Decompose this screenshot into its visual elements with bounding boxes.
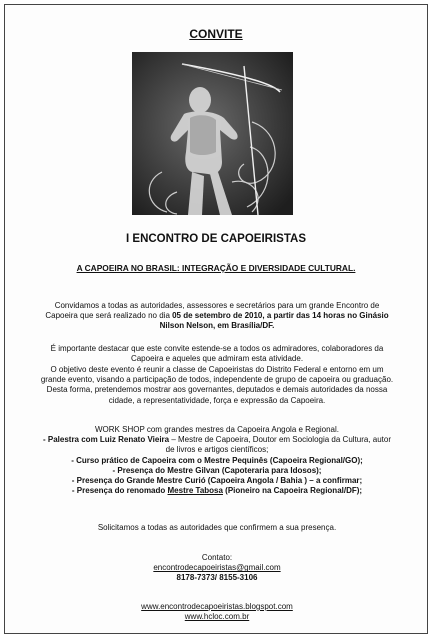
closing-text: Solicitamos a todas as autoridades que confirmem a sua presença. [97,523,337,532]
invitation-page [4,4,428,634]
page-title [5,27,427,41]
paragraph-line: O objetivo deste evento é reunir a classe de Capoeiristas do Distrito Federal e entorno em um [50,365,384,374]
contact-label: Contato: [201,553,233,562]
contact-phones: 8178-7373/ 8155-3106 [176,573,258,583]
workshop-item: - Presença do Mestre Gilvan (Capoteraria para Idosos); [112,465,322,475]
workshop-intro: WORK SHOP com grandes mestres da Capoeira Angola e Regional. [95,425,339,434]
closing-paragraph [19,523,415,533]
contact-section [19,553,415,584]
event-title: I ENCONTRO DE CAPOEIRISTAS [126,233,306,245]
lecture-speaker: - Palestra com Luiz Renato Vieira [42,435,170,445]
paragraph-line: Desta forma, pretendemos mostrar aos governantes, deputados e demais autoridades da nossa [46,385,388,395]
workshop-item: - Presença do Grande Mestre Curió (Capoeira Angola / Bahia ) – a confirmar; [71,476,363,486]
workshop-item-text: (Pioneiro na Capoeira Regional/DF); [222,486,363,496]
objective-paragraph [19,365,415,406]
event-venue-text: Nilson Nelson, em Brasília/DF. [159,321,275,331]
event-date-text: 05 de setembro de 2010, a partir das 14 horas no Ginásio [172,311,389,321]
date-intro-text: Capoeira que será realizado no dia [45,311,173,321]
paragraph-line: grande evento, visando a participação de todos, independente de grupo de capoeira ou graduação. [40,375,394,385]
site-link[interactable]: www.hcloc.com.br [184,612,250,622]
links-section [19,602,415,622]
audience-paragraph [19,344,415,364]
event-subtitle-text: A CAPOEIRA NO BRASIL: INTEGRAÇÃO E DIVERSIDADE CULTURAL. [76,263,356,273]
event-subtitle [5,263,427,273]
capoeirista-photo [132,52,293,215]
master-name: Mestre Tabosa [167,486,223,496]
blog-link[interactable]: www.encontrodecapoeiristas.blogspot.com [141,602,293,611]
workshop-item: - Curso prático de Capoeira com o Mestre Pequinês (Capoeira Regional/GO); [71,455,363,465]
lecture-description: – Mestre de Capoeira, Doutor em Sociologia da Cultura, autor [169,435,392,445]
paragraph-line [19,311,415,321]
paragraph-line: Convidamos a todas as autoridades, assessores e secretários para um grande Encontro de [54,301,380,310]
workshop-item [19,435,415,445]
workshop-section [19,425,415,496]
paragraph-line: Capoeira e aqueles que admiram esta atividade. [130,354,304,364]
contact-email-link[interactable]: encontrodecapoeiristas@gmail.com [153,563,281,573]
capoeirista-illustration [132,52,293,215]
paragraph-line: cidade, a representatividade, força e expressão da Capoeira. [108,395,326,405]
workshop-item-text: - Presença do renomado [71,486,168,496]
paragraph-line: É importante destacar que este convite estende-se a todos os admiradores, colaboradores da [50,344,384,353]
title-text: CONVITE [189,27,243,41]
workshop-item [19,486,415,496]
invitation-paragraph [19,301,415,332]
workshop-item-continued: de livros e artigos científicos; [165,445,269,455]
